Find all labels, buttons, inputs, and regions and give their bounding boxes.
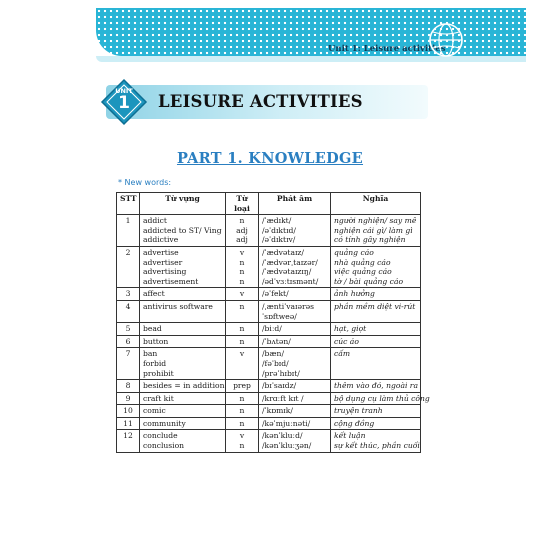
cell-pronunciation-line: /ədˈvɜːtɪsmənt/ (262, 276, 319, 286)
cell-word-line: button (143, 336, 169, 346)
cell-pronunciation-line: /əˈdɪktɪv/ (262, 235, 296, 245)
table-row (117, 246, 421, 287)
cell-word (140, 246, 226, 287)
cell-word (140, 300, 226, 322)
cell-word-line: comic (143, 406, 166, 416)
cell-meaning-line: quảng cáo (334, 247, 374, 257)
cell-meaning-line: hạt, giọt (334, 324, 367, 334)
cell-pronunciation (259, 392, 331, 405)
cell-word-line: ban (143, 349, 158, 359)
cell-stt: 3 (117, 288, 140, 301)
cell-pos (226, 380, 259, 393)
table-row (117, 288, 421, 301)
cell-pronunciation-line: /biːd/ (262, 324, 282, 334)
table-row (117, 215, 421, 247)
table-row (117, 392, 421, 405)
cell-stt: 8 (117, 380, 140, 393)
cell-word-line: advertisement (143, 276, 199, 286)
cell-meaning (331, 288, 421, 301)
table-row (117, 380, 421, 393)
cell-stt: 1 (117, 215, 140, 247)
cell-word-line: community (143, 418, 186, 428)
new-words-label: * New words: (118, 178, 172, 187)
cell-word-line: prohibit (143, 368, 174, 378)
cell-meaning-line: thêm vào đó, ngoài ra (334, 381, 418, 391)
cell-pos (226, 405, 259, 418)
cell-meaning-line: sự kết thúc, phần cuối (334, 441, 420, 451)
cell-pronunciation-line: /kəˈmjuːnəti/ (262, 418, 311, 428)
cell-pos (226, 323, 259, 336)
vocabulary-table-body (117, 215, 430, 452)
cell-pos-line: v (239, 431, 245, 441)
cell-pronunciation-line: /bɪˈsaɪdz/ (262, 381, 297, 391)
cell-word-line: addicted to ST/ Ving (143, 225, 222, 235)
cell-word (140, 430, 226, 452)
cell-pronunciation (259, 380, 331, 393)
cell-pos (226, 246, 259, 287)
cell-word-line: advertiser (143, 257, 183, 267)
cell-pronunciation (259, 323, 331, 336)
cell-meaning (331, 380, 421, 393)
cell-word-line: addictive (143, 235, 179, 245)
cell-meaning (331, 417, 421, 430)
cell-word-line: addict (143, 216, 167, 226)
cell-pos (226, 288, 259, 301)
cell-pos-line: n (239, 324, 245, 334)
cell-stt: 11 (117, 417, 140, 430)
cell-pos (226, 348, 259, 380)
cell-pos (226, 215, 259, 247)
cell-pos-line: n (239, 216, 245, 226)
cell-meaning-line: cúc áo (334, 336, 359, 346)
cell-pos (226, 430, 259, 452)
table-row (117, 417, 421, 430)
cell-pronunciation (259, 430, 331, 452)
unit-title: LEISURE ACTIVITIES (158, 92, 363, 111)
cell-pronunciation-line: /kənˈkluːd/ (262, 431, 303, 441)
cell-pos-line: n (239, 393, 245, 403)
cell-word-line: bead (143, 324, 162, 334)
cell-word (140, 323, 226, 336)
vocabulary-table (116, 192, 430, 453)
cell-meaning-line: ảnh hưởng (334, 289, 375, 299)
header-pos: Từ loại (226, 193, 259, 215)
cell-meaning-line: cấm (334, 349, 351, 359)
cell-word-line: antivirus software (143, 301, 213, 311)
cell-word-line: advertising (143, 267, 187, 277)
cell-meaning-line: việc quảng cáo (334, 267, 392, 277)
cell-pronunciation-line: /ˈkɒmɪk/ (262, 406, 293, 416)
cell-pos-line: v (239, 247, 245, 257)
table-row (117, 430, 421, 452)
unit-caption: Unit 1: Leisure activities (328, 44, 446, 54)
table-row (117, 323, 421, 336)
cell-meaning-line: người nghiện/ say mê (334, 216, 417, 226)
globe-icon (428, 22, 464, 58)
cell-pos (226, 392, 259, 405)
cell-pronunciation-line: /fəˈbɪd/ (262, 358, 289, 368)
header-pronunciation: Phát âm (259, 193, 331, 215)
cell-pronunciation (259, 288, 331, 301)
cell-meaning-line: cộng đồng (334, 418, 375, 428)
cell-pronunciation-line: /ˈædvərˌtaɪzər/ (262, 257, 318, 267)
cell-word (140, 215, 226, 247)
cell-pronunciation (259, 417, 331, 430)
cell-meaning-line: kết luận (334, 431, 366, 441)
cell-stt: 6 (117, 335, 140, 348)
table-header-row (117, 193, 421, 215)
cell-pronunciation-line: /kənˈkluːʒən/ (262, 441, 312, 451)
cell-pronunciation-line: /prəˈhɪbɪt/ (262, 368, 300, 378)
cell-pos-line: n (239, 267, 245, 277)
unit-badge-number: 1 (118, 93, 130, 113)
cell-pos (226, 335, 259, 348)
cell-pos-line: adj (236, 235, 248, 245)
cell-word-line: affect (143, 289, 165, 299)
cell-word (140, 335, 226, 348)
cell-stt: 2 (117, 246, 140, 287)
cell-stt: 7 (117, 348, 140, 380)
cell-stt: 5 (117, 323, 140, 336)
cell-pos (226, 300, 259, 322)
cell-meaning (331, 246, 421, 287)
cell-stt: 4 (117, 300, 140, 322)
cell-pronunciation (259, 215, 331, 247)
cell-stt: 10 (117, 405, 140, 418)
cell-pronunciation-line: /əˈfekt/ (262, 289, 289, 299)
cell-meaning (331, 300, 421, 322)
cell-word (140, 288, 226, 301)
cell-pos-line: n (239, 336, 245, 346)
cell-stt: 9 (117, 392, 140, 405)
cell-pos-line: n (239, 406, 245, 416)
table-row (117, 300, 421, 322)
unit-badge-word: UNIT (115, 87, 133, 95)
cell-pos-line: n (239, 418, 245, 428)
cell-pronunciation-line: /ˈædvətaɪzɪŋ/ (262, 267, 312, 277)
cell-word (140, 380, 226, 393)
cell-pronunciation-line: /bæn/ (262, 349, 285, 359)
cell-meaning-line: phần mềm diệt vi-rút (334, 301, 416, 311)
cell-pos-line: n (239, 301, 245, 311)
cell-pronunciation (259, 300, 331, 322)
table-row (117, 405, 421, 418)
cell-pos-line: n (239, 276, 245, 286)
cell-pronunciation (259, 405, 331, 418)
cell-pos-line: adj (236, 225, 248, 235)
cell-meaning-line: nhà quảng cáo (334, 257, 391, 267)
cell-pronunciation-line: ˈsɒftweə/ (262, 311, 297, 321)
cell-pronunciation-line: /ˈædɪkt/ (262, 216, 292, 226)
cell-meaning (331, 323, 421, 336)
cell-meaning (331, 430, 421, 452)
part-title: PART 1. KNOWLEDGE (176, 150, 364, 167)
cell-pronunciation-line: /ˈbʌtən/ (262, 336, 291, 346)
cell-meaning-line: nghiện cái gì/ làm gì (334, 225, 413, 235)
cell-word-line: conclude (143, 431, 178, 441)
cell-pos-line: v (239, 349, 245, 359)
cell-pronunciation (259, 335, 331, 348)
cell-pos-line: prep (233, 381, 251, 391)
cell-pos-line: n (239, 441, 245, 451)
cell-pos-line: n (239, 257, 245, 267)
cell-meaning-line: bộ dụng cụ làm thủ công (334, 393, 430, 403)
cell-pronunciation-line: /ˌæntiˈvaɪərəs (262, 301, 315, 311)
cell-stt: 12 (117, 430, 140, 452)
cell-word-line: conclusion (143, 441, 185, 451)
header-stt: STT (117, 193, 140, 215)
cell-word (140, 392, 226, 405)
cell-meaning (331, 215, 421, 247)
cell-meaning-line: có tính gây nghiện (334, 235, 406, 245)
cell-meaning (331, 335, 421, 348)
cell-word (140, 417, 226, 430)
cell-word-line: craft kit (143, 393, 174, 403)
cell-meaning-line: tờ / bài quảng cáo (334, 276, 404, 286)
cell-meaning (331, 348, 421, 380)
cell-meaning (331, 392, 430, 405)
cell-word-line: advertise (143, 247, 179, 257)
header-meaning: Nghĩa (331, 193, 421, 215)
cell-word-line: forbid (143, 358, 167, 368)
cell-meaning-line: truyện tranh (334, 406, 383, 416)
table-row (117, 348, 421, 380)
cell-pronunciation (259, 348, 331, 380)
table-row (117, 335, 421, 348)
header-word: Từ vựng (140, 193, 226, 215)
cell-word (140, 405, 226, 418)
cell-pronunciation-line: /krɑːft kɪt / (262, 393, 304, 403)
cell-pronunciation (259, 246, 331, 287)
cell-word (140, 348, 226, 380)
cell-meaning (331, 405, 421, 418)
cell-pronunciation-line: /ˈædvətaɪz/ (262, 247, 304, 257)
cell-pos (226, 417, 259, 430)
cell-word-line: besides = in addition (143, 381, 225, 391)
cell-pronunciation-line: /əˈdɪktɪd/ (262, 225, 296, 235)
cell-pos-line: v (239, 289, 245, 299)
